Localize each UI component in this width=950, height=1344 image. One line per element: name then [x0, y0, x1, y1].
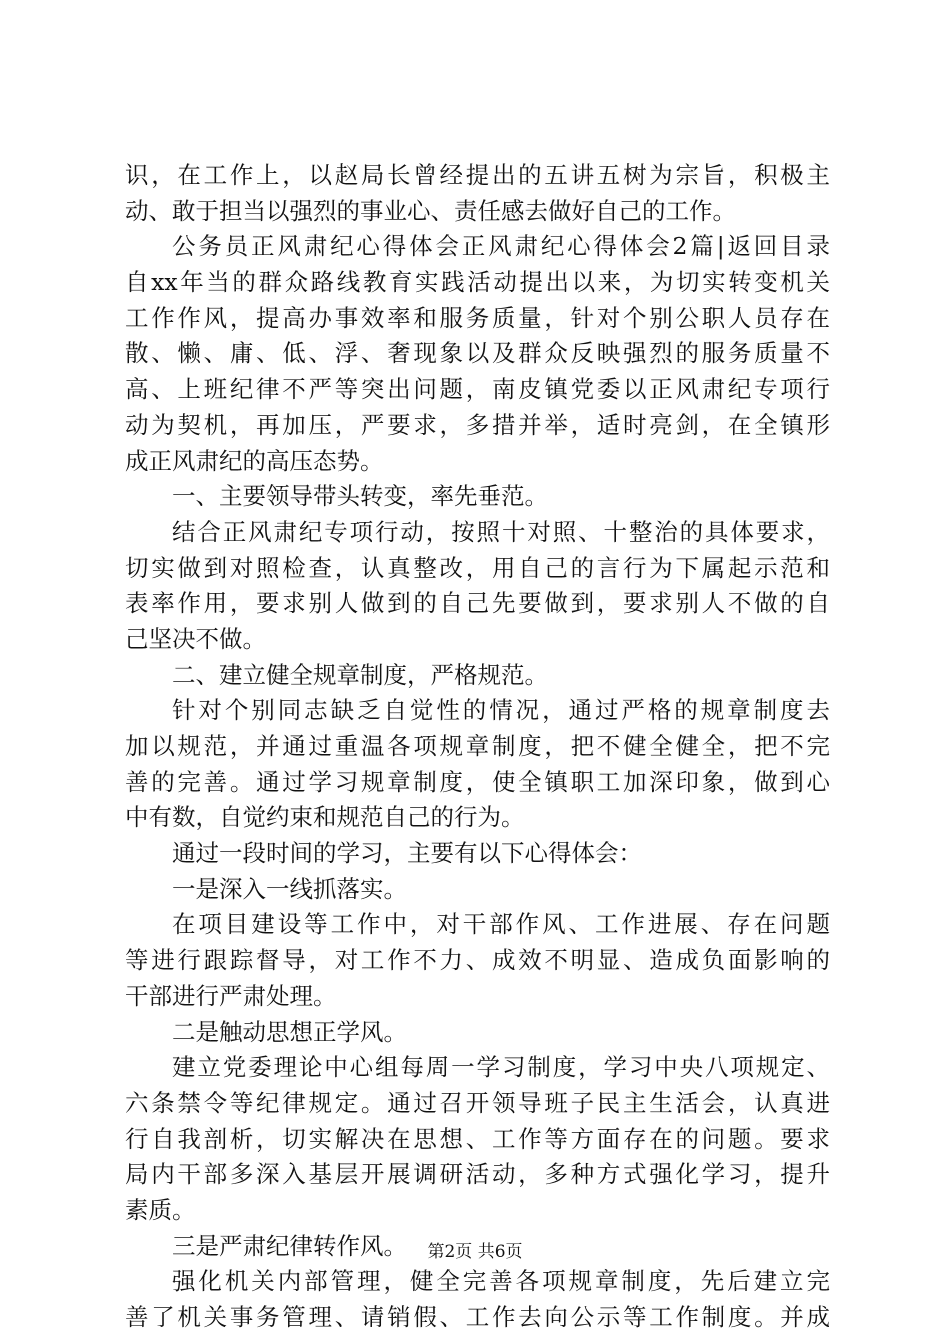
text-line: 动、敢于担当以强烈的事业心、责任感去做好自己的工作。: [125, 196, 736, 225]
text-line: 强化机关内部管理，健全完善各项规章制度，先后建立完: [172, 1267, 830, 1296]
text-line: 二是触动思想正学风。: [172, 1017, 407, 1046]
text-line: 六条禁令等纪律规定。通过召开领导班子民主生活会，认真进: [125, 1088, 830, 1117]
text-line: 散、懒、庸、低、浮、奢现象以及群众反映强烈的服务质量不: [125, 339, 830, 368]
page-number: 第2页 共6页: [427, 1242, 523, 1262]
text-line: 工作作风，提高办事效率和服务质量，针对个别公职人员存在: [125, 303, 830, 332]
text-line: 针对个别同志缺乏自觉性的情况，通过严格的规章制度去: [172, 696, 830, 725]
text-line: 二、建立健全规章制度，严格规范。: [172, 660, 548, 689]
text-line: 动为契机，再加压，严要求，多措并举，适时亮剑，在全镇形: [125, 410, 830, 439]
text-line: 识，在工作上，以赵局长曾经提出的五讲五树为宗旨，积极主: [125, 161, 830, 189]
document-body: [125, 158, 830, 1336]
text-line: 通过一段时间的学习，主要有以下心得体会：: [172, 839, 642, 868]
text-line: 素质。: [125, 1195, 196, 1224]
text-line: 自xx年当的群众路线教育实践活动提出以来，为切实转变机关: [125, 268, 830, 297]
text-line: 一是深入一线抓落实。: [172, 874, 407, 903]
text-line: 行自我剖析，切实解决在思想、工作等方面存在的问题。要求: [125, 1124, 830, 1153]
text-line: 公务员正风肃纪心得体会正风肃纪心得体会2篇|返回目录: [172, 232, 830, 261]
text-line: 等进行跟踪督导，对工作不力、成效不明显、造成负面影响的: [125, 946, 830, 975]
text-line: 在项目建设等工作中，对干部作风、工作进展、存在问题: [172, 910, 830, 939]
text-line: 成正风肃纪的高压态势。: [125, 446, 384, 475]
text-line: 善了机关事务管理、请销假、工作去向公示等工作制度。并成: [125, 1303, 830, 1331]
text-line: 干部进行严肃处理。: [125, 981, 337, 1010]
text-line: 三是严肃纪律转作风。: [172, 1231, 407, 1260]
text-line: 己坚决不做。: [125, 624, 266, 653]
text-line: 善的完善。通过学习规章制度，使全镇职工加深印象，做到心: [125, 767, 830, 796]
text-line: 中有数，自觉约束和规范自己的行为。: [125, 803, 525, 832]
text-line: 建立党委理论中心组每周一学习制度，学习中央八项规定、: [172, 1053, 830, 1082]
text-line: 一、主要领导带头转变，率先垂范。: [172, 482, 548, 511]
text-line: 表率作用，要求别人做到的自己先要做到，要求别人不做的自: [125, 589, 830, 618]
text-line: 加以规范，并通过重温各项规章制度，把不健全健全，把不完: [125, 732, 830, 760]
text-line: 结合正风肃纪专项行动，按照十对照、十整治的具体要求，: [172, 517, 830, 546]
text-line: 高、上班纪律不严等突出问题，南皮镇党委以正风肃纪专项行: [125, 375, 830, 404]
text-line: 切实做到对照检查，认真整改，用自己的言行为下属起示范和: [125, 553, 830, 582]
text-line: 局内干部多深入基层开展调研活动，多种方式强化学习，提升: [125, 1160, 830, 1189]
